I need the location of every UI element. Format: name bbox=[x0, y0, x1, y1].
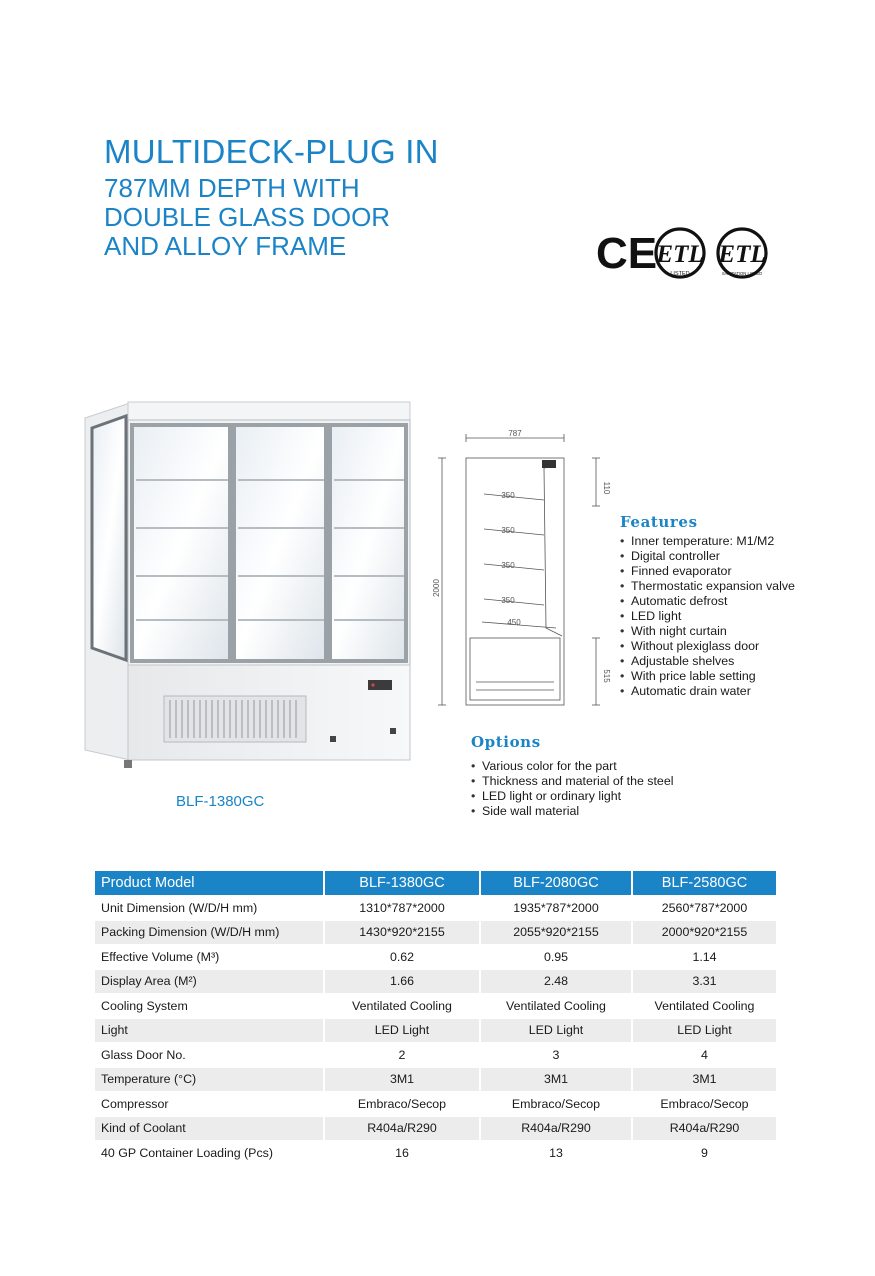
row-label: Cooling System bbox=[95, 994, 324, 1019]
feature-item: • With night curtain bbox=[620, 624, 795, 639]
table-cell: Embraco/Secop bbox=[632, 1092, 776, 1117]
table-cell: 0.62 bbox=[324, 945, 480, 970]
table-header-cell: BLF-2080GC bbox=[480, 871, 632, 896]
row-label: Effective Volume (M³) bbox=[95, 945, 324, 970]
table-header-row bbox=[95, 871, 776, 896]
row-label: Glass Door No. bbox=[95, 1043, 324, 1068]
svg-text:450: 450 bbox=[507, 618, 521, 627]
table-row bbox=[95, 1067, 776, 1092]
table-cell: 4 bbox=[632, 1043, 776, 1068]
table-cell: 1935*787*2000 bbox=[480, 896, 632, 921]
table-cell: Ventilated Cooling bbox=[632, 994, 776, 1019]
table-cell: LED Light bbox=[480, 1018, 632, 1043]
table-cell: R404a/R290 bbox=[480, 1116, 632, 1141]
row-label: Kind of Coolant bbox=[95, 1116, 324, 1141]
row-label: 40 GP Container Loading (Pcs) bbox=[95, 1141, 324, 1165]
table-row bbox=[95, 994, 776, 1019]
table-cell: R404a/R290 bbox=[324, 1116, 480, 1141]
table-cell: Ventilated Cooling bbox=[324, 994, 480, 1019]
svg-text:110: 110 bbox=[602, 481, 611, 495]
table-cell: 2.48 bbox=[480, 969, 632, 994]
row-label: Compressor bbox=[95, 1092, 324, 1117]
svg-text:350: 350 bbox=[501, 526, 515, 535]
product-photo bbox=[80, 398, 420, 778]
table-cell: 2 bbox=[324, 1043, 480, 1068]
row-label: Light bbox=[95, 1018, 324, 1043]
subtitle-line: 787MM DEPTH WITH bbox=[104, 173, 360, 203]
feature-item: • LED light bbox=[620, 609, 795, 624]
table-cell: 3 bbox=[480, 1043, 632, 1068]
feature-item: • Adjustable shelves bbox=[620, 654, 795, 669]
table-cell: Ventilated Cooling bbox=[480, 994, 632, 1019]
table-header-cell: BLF-1380GC bbox=[324, 871, 480, 896]
features-list bbox=[620, 534, 795, 699]
feature-item: • Automatic drain water bbox=[620, 684, 795, 699]
side-dimension-drawing bbox=[432, 428, 616, 713]
feature-item: • With price lable setting bbox=[620, 669, 795, 684]
row-label: Temperature (°C) bbox=[95, 1067, 324, 1092]
option-item: • LED light or ordinary light bbox=[471, 789, 673, 804]
subtitle-line: DOUBLE GLASS DOOR bbox=[104, 202, 391, 232]
row-label: Display Area (M²) bbox=[95, 969, 324, 994]
svg-text:LISTED: LISTED bbox=[670, 271, 690, 277]
feature-item: • Automatic defrost bbox=[620, 594, 795, 609]
table-row bbox=[95, 969, 776, 994]
table-row bbox=[95, 945, 776, 970]
svg-text:350: 350 bbox=[501, 561, 515, 570]
features-heading: Features bbox=[620, 513, 698, 531]
spec-table bbox=[95, 871, 776, 1165]
feature-item: • Finned evaporator bbox=[620, 564, 795, 579]
table-cell: 1.14 bbox=[632, 945, 776, 970]
table-header-cell: BLF-2580GC bbox=[632, 871, 776, 896]
feature-item: • Without plexiglass door bbox=[620, 639, 795, 654]
option-item: • Side wall material bbox=[471, 804, 673, 819]
table-row bbox=[95, 1018, 776, 1043]
table-cell: LED Light bbox=[632, 1018, 776, 1043]
svg-text:SANITATION LISTED: SANITATION LISTED bbox=[721, 271, 763, 276]
svg-text:350: 350 bbox=[501, 596, 515, 605]
page-title: MULTIDECK-PLUG IN bbox=[104, 133, 439, 170]
table-cell: 2000*920*2155 bbox=[632, 920, 776, 945]
svg-text:ETL: ETL bbox=[656, 241, 704, 268]
row-label: Unit Dimension (W/D/H mm) bbox=[95, 896, 324, 921]
product-model-caption: BLF-1380GC bbox=[176, 793, 265, 810]
table-cell: 3M1 bbox=[324, 1067, 480, 1092]
table-row bbox=[95, 1043, 776, 1068]
etl-sanitation-mark-icon bbox=[717, 229, 766, 277]
row-label: Packing Dimension (W/D/H mm) bbox=[95, 920, 324, 945]
svg-text:787: 787 bbox=[508, 429, 522, 438]
etl-listed-mark-icon bbox=[655, 229, 704, 277]
feature-item: • Inner temperature: M1/M2 bbox=[620, 534, 795, 549]
table-cell: 1430*920*2155 bbox=[324, 920, 480, 945]
option-item: • Thickness and material of the steel bbox=[471, 774, 673, 789]
table-row bbox=[95, 920, 776, 945]
option-item: • Various color for the part bbox=[471, 759, 673, 774]
options-heading: Options bbox=[471, 733, 541, 751]
svg-text:515: 515 bbox=[602, 669, 611, 683]
table-cell: 13 bbox=[480, 1141, 632, 1165]
subtitle-line: AND ALLOY FRAME bbox=[104, 231, 347, 261]
ce-mark-icon bbox=[596, 229, 657, 278]
table-cell: Embraco/Secop bbox=[480, 1092, 632, 1117]
table-row bbox=[95, 1141, 776, 1165]
table-cell: 3M1 bbox=[632, 1067, 776, 1092]
options-list bbox=[471, 759, 673, 819]
table-row bbox=[95, 1092, 776, 1117]
table-header-cell: Product Model bbox=[95, 871, 324, 896]
table-cell: 2560*787*2000 bbox=[632, 896, 776, 921]
table-cell: 2055*920*2155 bbox=[480, 920, 632, 945]
table-cell: 0.95 bbox=[480, 945, 632, 970]
table-cell: 3.31 bbox=[632, 969, 776, 994]
table-cell: 3M1 bbox=[480, 1067, 632, 1092]
feature-item: • Digital controller bbox=[620, 549, 795, 564]
feature-item: • Thermostatic expansion valve bbox=[620, 579, 795, 594]
svg-text:ETL: ETL bbox=[718, 241, 766, 268]
table-row bbox=[95, 1116, 776, 1141]
table-cell: 9 bbox=[632, 1141, 776, 1165]
table-cell: 16 bbox=[324, 1141, 480, 1165]
certification-marks bbox=[596, 226, 776, 282]
table-row bbox=[95, 896, 776, 921]
table-cell: Embraco/Secop bbox=[324, 1092, 480, 1117]
table-cell: LED Light bbox=[324, 1018, 480, 1043]
svg-text:2000: 2000 bbox=[432, 579, 441, 597]
svg-text:350: 350 bbox=[501, 491, 515, 500]
page-subtitle bbox=[104, 174, 390, 261]
table-cell: 1.66 bbox=[324, 969, 480, 994]
svg-text:CE: CE bbox=[596, 229, 658, 278]
table-cell: 1310*787*2000 bbox=[324, 896, 480, 921]
table-cell: R404a/R290 bbox=[632, 1116, 776, 1141]
